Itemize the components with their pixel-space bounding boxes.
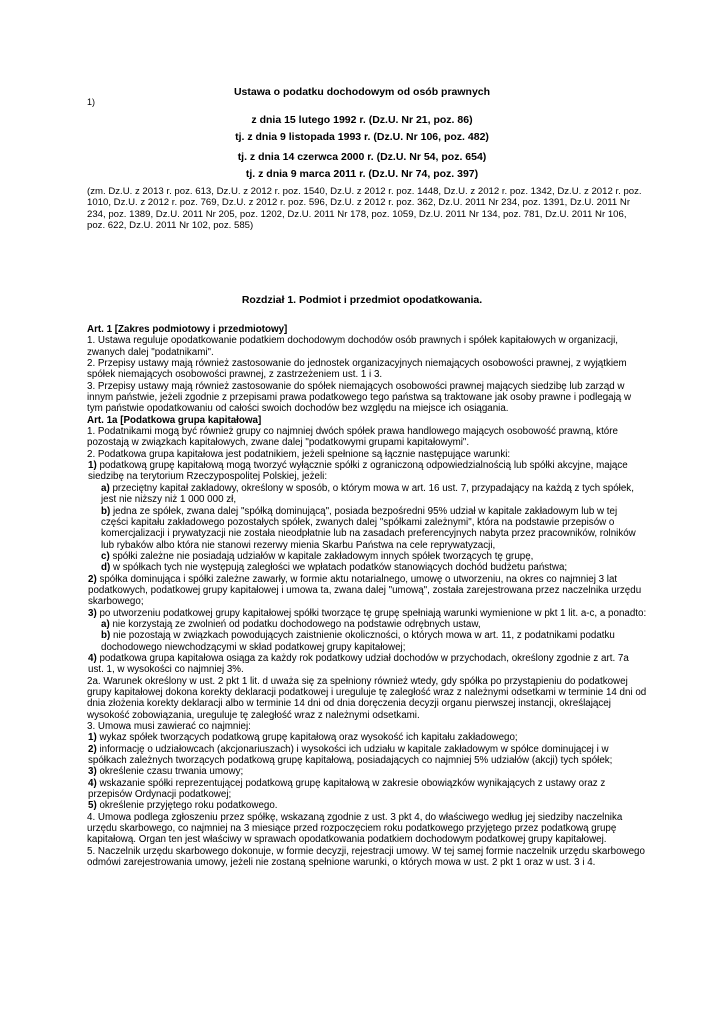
point-text: podatkowa grupa kapitałowa osiąga za każdy rok podatkowy udział dochodów w przychodach, określony zgodnie z art. 7a ust. 1, w wysokości co najmniej 3%. (88, 652, 629, 676)
point-label: 1) (88, 732, 97, 744)
point-label: 2) (88, 743, 97, 755)
act-date-original: z dnia 15 lutego 1992 r. (Dz.U. Nr 21, poz. 86) (251, 114, 473, 126)
list-item (87, 800, 647, 811)
article-1-heading: Art. 1 [Zakres podmiotowy i przedmiotowy] (87, 324, 288, 335)
chapter-heading: Rozdział 1. Podmiot i przedmiot opodatkowania. (241, 294, 483, 306)
letter-text: spółki zależne nie posiadają udziałów w kapitale zakładowym innych spółek tworzących tę grupę, (109, 550, 534, 562)
point-text: określenie czasu trwania umowy; (96, 766, 244, 778)
article-1a-paragraph-3: 3. Umowa musi zawierać co najmniej: (87, 721, 251, 733)
letter-label: d) (101, 562, 111, 574)
act-date-consolidated-2011: tj. z dnia 9 marca 2011 r. (Dz.U. Nr 74, poz. 397) (245, 168, 479, 180)
article-1a-paragraph-5: 5. Naczelnik urzędu skarbowego dokonuje, w formie decyzji, rejestracji umowy. W tej samej formie naczelnik urzędu skarbowego odmówi zarejestrowania umowy, jeżeli nie zostaną spełnione warunki, o których mowa w ust. 2 pkt 1 oraz w ust. 3 i 4. (87, 845, 645, 869)
list-item (87, 574, 647, 608)
letter-label: c) (101, 550, 110, 562)
letter-text: nie korzystają ze zwolnień od podatku dochodowego na podstawie odrębnych ustaw, (109, 618, 481, 630)
list-item (87, 506, 647, 551)
letter-text: jedna ze spółek, zwana dalej "spółką dominującą", posiada bezpośredni 95% udział w kapitale zakładowym lub w tej części kapitału zakładowego pozostałych spółek, zwanych dalej "spółkami zależnymi", która na podstawie przepisów o komercjalizacji i prywatyzacji nie została nieodpłatnie lub na zasadach preferencyjnych nabyta przez pracowników, rolników lub rybaków albo która nie stanowi rezerwy mienia Skarbu Państwa na cele reprywatyzacji, (101, 505, 636, 551)
article-1-paragraph-3: 3. Przepisy ustawy mają również zastosowanie do spółek niemających osobowości prawnej mających siedzibę lub zarząd w innym państwie, jeżeli zgodnie z przepisami prawa podatkowego tego państwa są traktowane jak osoby prawne i podlegają w tym państwie opodatkowaniu od całości swoich dochodów bez względu na miejsce ich osiągania. (87, 380, 632, 415)
point-label: 2) (88, 573, 97, 585)
letter-label: b) (101, 505, 111, 517)
article-1a-paragraph-4: 4. Umowa podlega zgłoszeniu przez spółkę, wskazaną zgodnie z ust. 3 pkt 4, do właściwego według jej siedziby naczelnika urzędu skarbowego, co najmniej na 3 miesiące przed rozpoczęciem roku podatkowego przyjętego przez podatkową grupę kapitałową. Organ ten jest właściwy w sprawach opodatkowania podatkiem dochodowym podatkowej grupy kapitałowej. (87, 811, 623, 846)
amendments-list: (zm. Dz.U. z 2013 r. poz. 613, Dz.U. z 2012 r. poz. 1540, Dz.U. z 2012 r. poz. 1448, Dz.U. z 2012 r. poz. 1342, Dz.U. z 2012 r. poz. 1010, Dz.U. z 2012 r. poz. 769, Dz.U. z 2012 r. poz. 596, Dz.U. z 2012 r. poz. 362, Dz.U. 2011 Nr 234, poz. 1391, Dz.U. 2011 Nr 234, poz. 1389, Dz.U. 2011 Nr 205, poz. 1202, Dz.U. 2011 Nr 178, poz. 1059, Dz.U. 2011 Nr 134, poz. 781, Dz.U. 2011 Nr 106, poz. 622, Dz.U. 2011 Nr 102, poz. 585) (87, 186, 642, 232)
point-text: po utworzeniu podatkowej grupy kapitałowej spółki tworzące tę grupę spełniają warunki wymienione w pkt 1 lit. a-c, a ponadto: (96, 607, 647, 619)
point-text: wskazanie spółki reprezentującej podatkową grupę kapitałową w zakresie obowiązków wynikających z ustawy oraz z przepisów Ordynacji podatkowej; (88, 777, 606, 801)
list-item (87, 608, 647, 619)
article-1a-paragraph-2a: 2a. Warunek określony w ust. 2 pkt 1 lit. d uważa się za spełniony również wtedy, gdy spółka po przystąpieniu do podatkowej grupy kapitałowej dokona korekty deklaracji podatkowej i ureguluje tę zaległość wraz z należnymi odsetkami w terminie 14 dni od dnia złożenia korekty deklaracji albo w terminie 14 dni od dnia doręczenia decyzji organu pierwszej instancji, określającej wysokość zobowiązania, ureguluje tę zaległość wraz z należnymi odsetkami. (87, 675, 647, 721)
letter-text: nie pozostają w związkach powodujących zaistnienie okoliczności, o których mowa w art. 11, z podatnikami podatku dochodowego niewchodzącymi w skład podatkowej grupy kapitałowej; (101, 630, 615, 653)
article-1a-heading: Art. 1a [Podatkowa grupa kapitałowa] (87, 414, 262, 426)
act-date-consolidated-1993: tj. z dnia 9 listopada 1993 r. (Dz.U. Nr 106, poz. 482) (235, 131, 489, 143)
point-label: 4) (88, 777, 97, 789)
letter-label: b) (101, 630, 111, 642)
article-1a-paragraph-1: 1. Podatnikami mogą być również grupy co najmniej dwóch spółek prawa handlowego mających osobowość prawną, które pozostają w związkach kapitałowych, zwane dalej "podatkowymi grupami kapitałowymi". (87, 426, 618, 449)
letter-text: przeciętny kapitał zakładowy, określony w sposób, o którym mowa w art. 16 ust. 7, przypadający na każdą z tych spółek, jest nie niższy niż 1 000 000 zł, (101, 482, 634, 506)
list-item (87, 778, 647, 801)
act-title: Ustawa o podatku dochodowym od osób prawnych (233, 86, 491, 98)
point-label: 3) (88, 766, 97, 778)
letter-text: w spółkach tych nie występują zaległości we wpłatach podatków stanowiących dochód budżetu państwa; (110, 562, 568, 574)
list-item (87, 460, 647, 483)
point-label: 1) (88, 460, 97, 472)
letter-label: a) (101, 482, 110, 494)
point-text: spółka dominująca i spółki zależne zawarły, w formie aktu notarialnego, umowę o utworzeniu, na okres co najmniej 3 lat podatkowych, podatkowej grupy kapitałowej i umowa ta, zwana dalej "umową", została zarejestrowana przez naczelnika urzędu skarbowego; (88, 573, 642, 608)
list-item (87, 766, 647, 777)
act-date-consolidated-2000: tj. z dnia 14 czerwca 2000 r. (Dz.U. Nr 54, poz. 654) (237, 151, 487, 163)
list-item (87, 619, 647, 630)
list-item (87, 562, 647, 573)
point-text: podatkową grupę kapitałową mogą tworzyć wyłącznie spółki z ograniczoną odpowiedzialnością lub spółki akcyjne, mające siedzibę na terytorium Rzeczypospolitej Polskiej, jeżeli: (88, 460, 628, 483)
point-text: informację o udziałowcach (akcjonariuszach) i wysokości ich udziału w kapitale zakładowym w spółce dominującej i w spółkach zależnych tworzących podatkową grupę kapitałową, posiadających co najmniej 5% udziałów (akcji) tych spółek; (88, 743, 613, 767)
list-item (87, 551, 647, 562)
list-item (87, 653, 647, 676)
letter-label: a) (101, 618, 110, 630)
article-1-paragraph-2: 2. Przepisy ustawy mają również zastosowanie do jednostek organizacyjnych niemających osobowości prawnej, z wyjątkiem spółek niemających osobowości prawnej, z zastrzeżeniem ust. 1 i 3. (87, 358, 627, 381)
list-item (87, 732, 647, 743)
list-item (87, 630, 647, 653)
article-1-paragraph-1: 1. Ustawa reguluje opodatkowanie podatkiem dochodowym dochodów osób prawnych i spółek kapitałowych w organizacji, zwanych dalej "podatnikami". (87, 335, 618, 358)
document-body (87, 324, 647, 869)
point-label: 4) (88, 652, 97, 664)
point-label: 3) (88, 607, 97, 619)
article-1a-paragraph-2: 2. Podatkowa grupa kapitałowa jest podatnikiem, jeżeli spełnione są łącznie następujące warunki: (87, 448, 511, 460)
list-item (87, 744, 647, 767)
list-item (87, 483, 647, 506)
point-text: określenie przyjętego roku podatkowego. (96, 800, 278, 812)
point-label: 5) (88, 800, 97, 812)
footnote-marker: 1) (87, 97, 96, 107)
point-text: wykaz spółek tworzących podatkową grupę kapitałową oraz wysokość ich kapitału zakładowego; (96, 732, 518, 744)
